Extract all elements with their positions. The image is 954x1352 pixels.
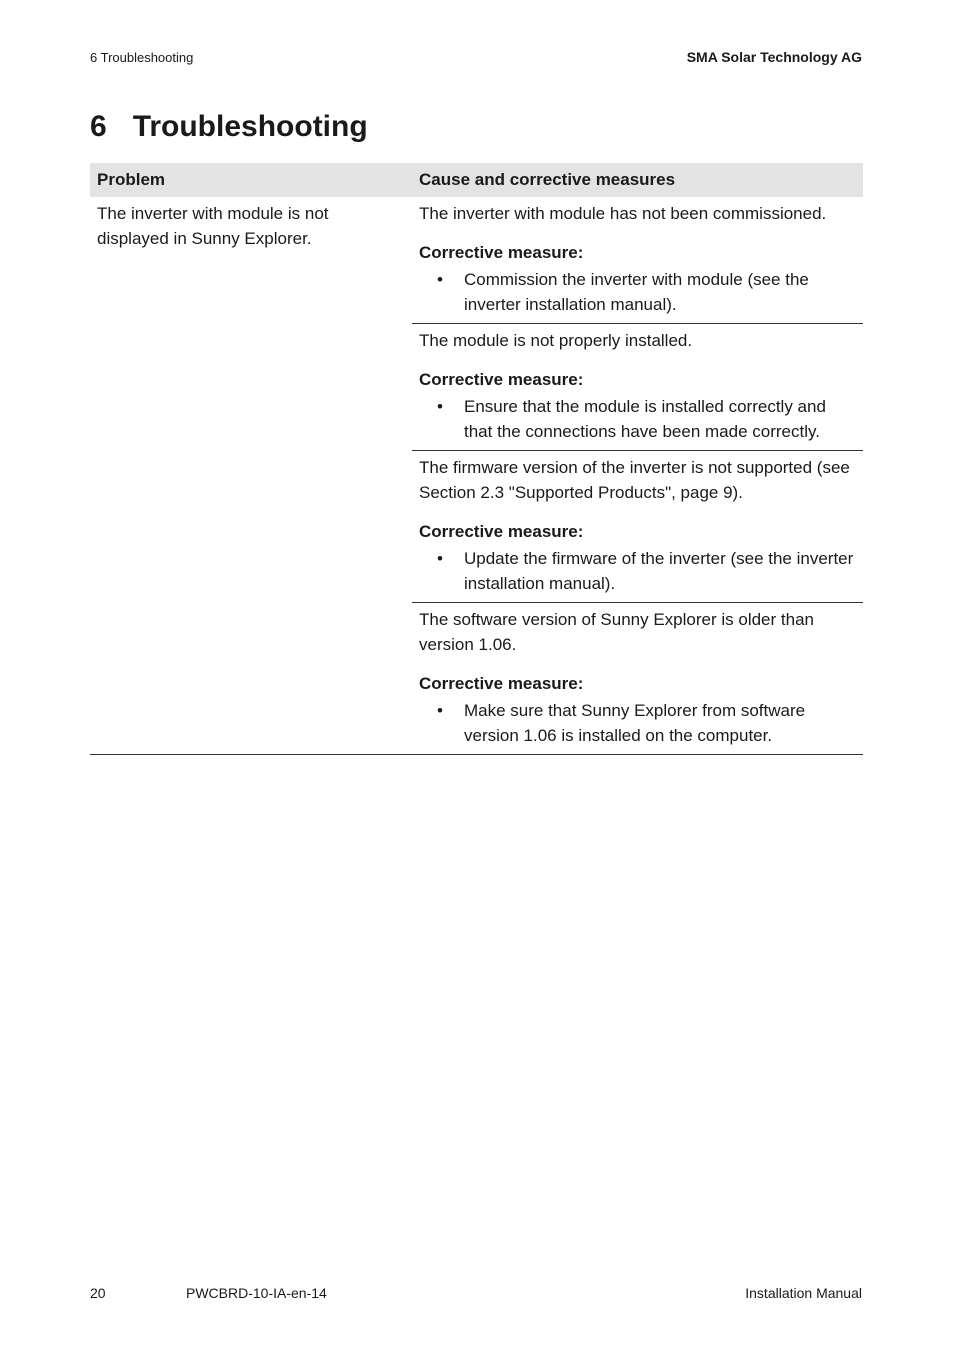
column-header-cause: Cause and corrective measures [412,163,863,197]
document-type: Installation Manual [745,1285,862,1301]
cause-cell [412,324,863,451]
measure-text: Commission the inverter with module (see the inverter installation manual). [464,270,809,314]
bullet-icon: • [437,270,443,289]
document-code: PWCBRD-10-IA-en-14 [186,1285,327,1301]
cause-text: The inverter with module has not been commissioned. [419,204,827,223]
measure-item [419,698,856,748]
cause-cell [412,603,863,755]
bullet-icon: • [437,397,443,416]
measure-label: Corrective measure: [419,674,584,693]
chapter-title-text: Troubleshooting [132,110,368,143]
measure-label: Corrective measure: [419,370,584,389]
running-header-company: SMA Solar Technology AG [686,49,862,65]
measure-text: Make sure that Sunny Explorer from software version 1.06 is installed on the computer. [464,701,806,745]
cause-cell [412,197,863,324]
troubleshooting-table [90,163,863,755]
measure-label: Corrective measure: [419,522,584,541]
page-title [90,110,368,144]
measure-text: Ensure that the module is installed correctly and that the connections have been made correctly. [464,397,826,441]
table-header-row [90,163,863,197]
measure-text: Update the firmware of the inverter (see the inverter installation manual). [464,549,854,593]
problem-cell: The inverter with module is not displayed in Sunny Explorer. [90,197,412,755]
running-header-section: 6 Troubleshooting [90,50,194,65]
table-row [90,197,863,324]
bullet-icon: • [437,701,443,720]
measure-item [419,394,856,444]
page-number: 20 [90,1285,106,1301]
cause-text: The module is not properly installed. [419,331,693,350]
measure-item [419,546,856,596]
measure-item [419,267,856,317]
cause-text: The software version of Sunny Explorer is older than version 1.06. [419,610,814,654]
cause-text: The firmware version of the inverter is not supported (see Section 2.3 "Supported Products", page 9). [419,458,850,502]
column-header-problem: Problem [90,163,412,197]
cause-cell [412,451,863,603]
bullet-icon: • [437,549,443,568]
chapter-number: 6 [90,110,107,143]
measure-label: Corrective measure: [419,243,584,262]
